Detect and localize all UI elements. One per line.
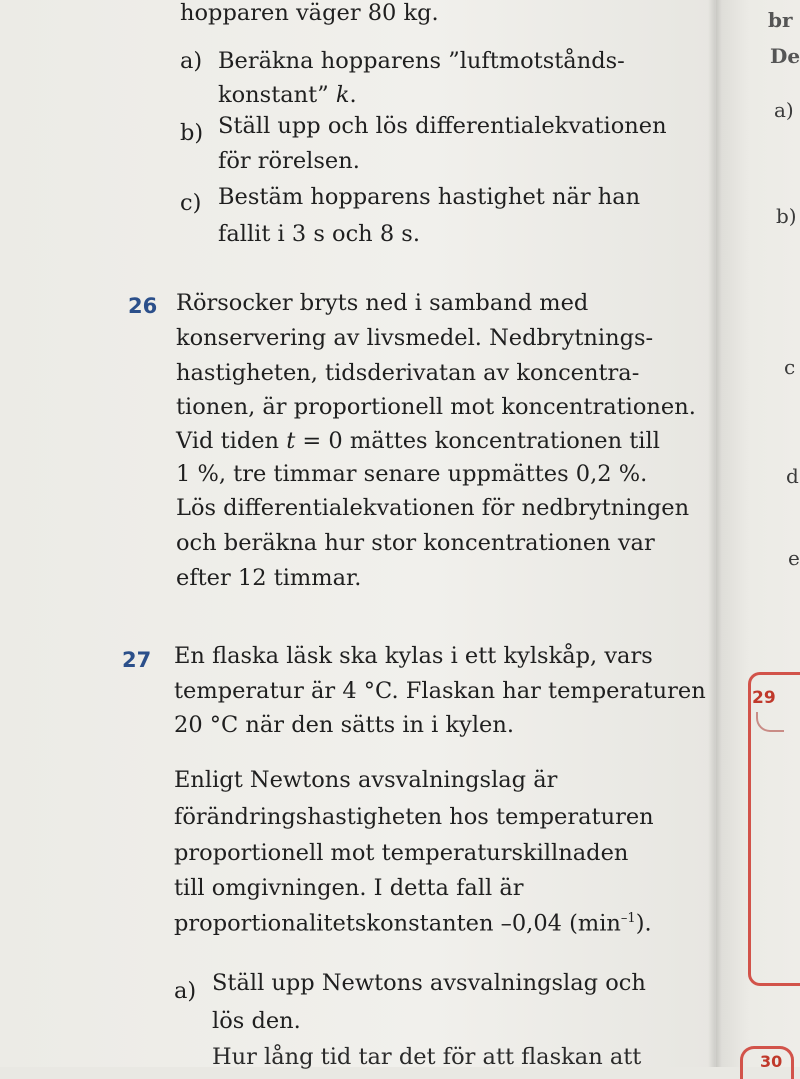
right-peek-b: b) bbox=[776, 204, 797, 228]
p26-line6: 1 %, tre timmar senare uppmättes 0,2 %. bbox=[176, 461, 648, 487]
right-peek-d: d bbox=[786, 464, 799, 488]
p25-a-line2-end: . bbox=[349, 82, 357, 108]
p25-b-line1: Ställ upp och lös differentialekvationen bbox=[218, 113, 667, 139]
p27-b-partial: Hur lång tid tar det för att flaskan att bbox=[212, 1044, 642, 1070]
p27-para2-line2: förändringshastigheten hos temperaturen bbox=[174, 804, 654, 830]
p27-a-marker: a) bbox=[174, 978, 197, 1004]
p26-line5 bbox=[176, 430, 660, 453]
problem-30-badge: 30 bbox=[760, 1052, 783, 1071]
p25-a-line2 bbox=[218, 84, 357, 107]
right-peek-e: e bbox=[788, 546, 800, 570]
right-peek-top1: br bbox=[768, 8, 793, 32]
p25-b-marker: b) bbox=[180, 120, 204, 146]
right-peek-a: a) bbox=[774, 98, 794, 122]
p27-a-line2: lös den. bbox=[212, 1008, 301, 1034]
p26-line8: och beräkna hur stor koncentrationen var bbox=[176, 530, 655, 556]
p27-constant-line bbox=[174, 912, 652, 935]
p27-constant-pre: proportionalitetskonstanten –0,04 (min bbox=[174, 910, 621, 937]
p26-line7: Lös differentialekvationen för nedbrytningen bbox=[176, 495, 690, 521]
p27-constant-exponent: –1 bbox=[620, 911, 636, 926]
p25-c-marker: c) bbox=[180, 190, 202, 216]
p26-var-t: t bbox=[286, 428, 296, 454]
p25-a-marker: a) bbox=[180, 48, 203, 74]
p27-para2-line3: proportionell mot temperaturskillnaden bbox=[174, 840, 629, 866]
right-peek-top2: De bbox=[770, 44, 800, 68]
p27-para2-line4: till omgivningen. I detta fall är bbox=[174, 875, 524, 901]
intro-tail: hopparen väger 80 kg. bbox=[180, 0, 439, 26]
problem-27-number: 27 bbox=[122, 648, 152, 672]
p27-a-line1: Ställ upp Newtons avsvalningslag och bbox=[212, 970, 646, 996]
p25-a-line2-text: konstant” bbox=[218, 82, 329, 108]
p26-line1: Rörsocker bryts ned i samband med bbox=[176, 290, 589, 316]
p26-line2: konservering av livsmedel. Nedbrytnings- bbox=[176, 325, 654, 351]
right-peek-c: c bbox=[784, 355, 796, 379]
p25-a-var-k: k bbox=[335, 82, 350, 108]
p26-line3: hastigheten, tidsderivatan av koncentra- bbox=[176, 360, 640, 386]
p26-line4: tionen, är proportionell mot koncentrationen. bbox=[176, 394, 696, 420]
problem-29-badge: 29 bbox=[752, 688, 776, 708]
p25-b-line2: för rörelsen. bbox=[218, 148, 360, 174]
p25-c-line2: fallit i 3 s och 8 s. bbox=[218, 221, 420, 247]
book-gutter bbox=[708, 0, 722, 1067]
p27-line1: En flaska läsk ska kylas i ett kylskåp, vars bbox=[174, 643, 653, 669]
p25-c-line1: Bestäm hopparens hastighet när han bbox=[218, 184, 641, 210]
p27-para2-line1: Enligt Newtons avsvalningslag är bbox=[174, 767, 558, 793]
problem-26-number: 26 bbox=[128, 294, 158, 318]
p26-line5-pre: Vid tiden bbox=[176, 428, 280, 454]
p27-line3: 20 °C när den sätts in i kylen. bbox=[174, 712, 515, 738]
p27-line2: temperatur är 4 °C. Flaskan har temperaturen bbox=[174, 678, 706, 704]
p26-line9: efter 12 timmar. bbox=[176, 565, 362, 591]
p25-a-line1: Beräkna hopparens ”luftmotstånds- bbox=[218, 48, 625, 74]
p26-line5-post: = 0 mättes koncentrationen till bbox=[302, 428, 660, 454]
p27-constant-post: ). bbox=[635, 910, 652, 937]
